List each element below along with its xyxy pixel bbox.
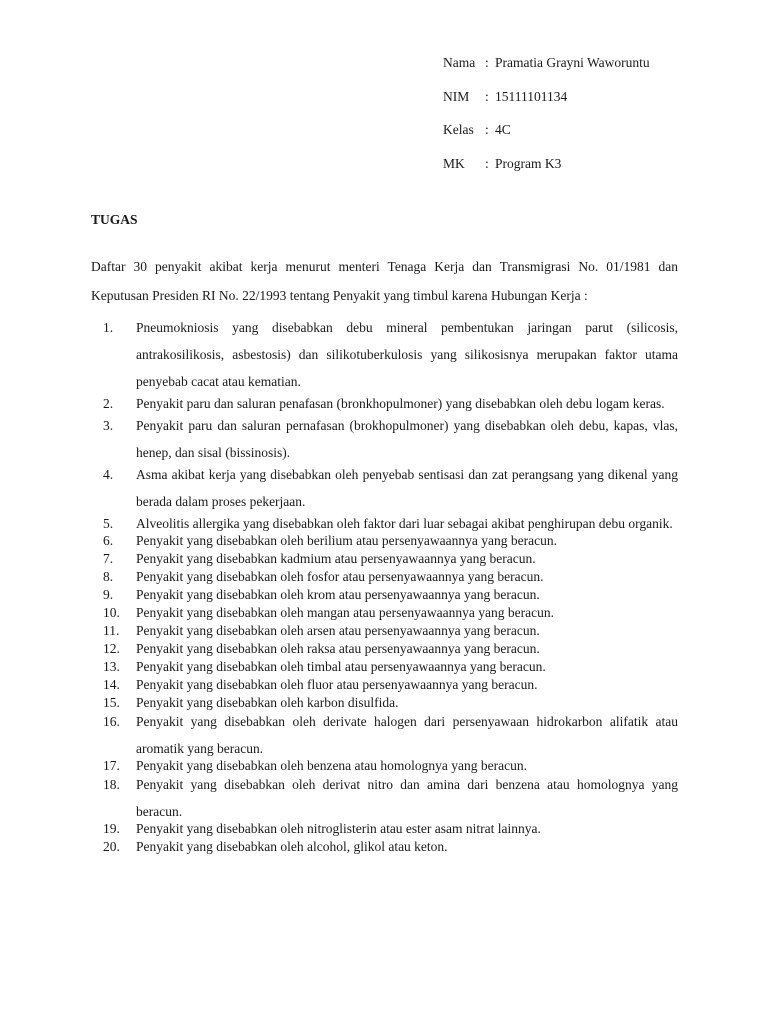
info-colon: :	[485, 88, 489, 104]
student-info-block	[443, 55, 650, 189]
list-item-text: Penyakit yang disebabkan oleh fluor atau persenyawaannya yang beracun.	[136, 677, 538, 692]
info-label: Kelas	[443, 122, 474, 137]
info-row-mk	[443, 156, 650, 190]
list-item	[91, 586, 678, 604]
list-item-number: 16.	[103, 714, 120, 729]
list-item-number: 20.	[103, 839, 120, 854]
list-item-number: 2.	[103, 396, 114, 411]
list-item-number: 11.	[103, 623, 120, 638]
list-item-text: Penyakit yang disebabkan oleh nitroglisterin atau ester asam nitrat lainnya.	[136, 821, 541, 836]
info-value: 15111101134	[495, 88, 568, 104]
info-value: Pramatia Grayni Waworuntu	[495, 55, 650, 70]
list-item-text: Penyakit yang disebabkan kadmium atau persenyawaannya yang beracun.	[136, 551, 536, 566]
list-item-text: Penyakit yang disebabkan oleh derivat nitro dan amina dari benzena atau homolognya yang beracun.	[136, 777, 678, 819]
list-item-text: Penyakit yang disebabkan oleh alcohol, glikol atau keton.	[136, 839, 448, 854]
info-value: 4C	[495, 122, 511, 137]
list-item-text: Penyakit yang disebabkan oleh fosfor atau persenyawaannya yang beracun.	[136, 569, 544, 584]
info-value: Program K3	[495, 155, 562, 171]
document-title: TUGAS	[91, 212, 138, 227]
list-item-text: Penyakit yang disebabkan oleh krom atau persenyawaannya yang beracun.	[136, 587, 540, 602]
list-item-text: Penyakit yang disebabkan oleh arsen atau persenyawaannya yang beracun.	[136, 623, 540, 638]
list-item-number: 15.	[103, 695, 120, 710]
list-item-number: 13.	[103, 659, 120, 674]
list-item-number: 18.	[103, 777, 120, 792]
list-item	[91, 640, 678, 658]
list-item-text: Pneumokniosis yang disebabkan debu mineral pembentukan jaringan parut (silicosis, antrakosilikosis, asbestosis) dan silikotuberkulosis yang silikosisnya merupakan faktor utama penyebab cacat atau kematian.	[136, 320, 678, 389]
list-item-number: 10.	[103, 605, 120, 620]
list-item-text: Penyakit yang disebabkan oleh timbal atau persenyawaannya yang beracun.	[136, 659, 546, 674]
list-item	[91, 314, 678, 395]
list-item	[91, 820, 678, 838]
list-item	[91, 604, 678, 622]
info-label: NIM	[443, 88, 470, 104]
list-item-text: Penyakit yang disebabkan oleh benzena atau homolognya yang beracun.	[136, 758, 527, 773]
info-colon: :	[485, 55, 489, 70]
list-item	[91, 568, 678, 586]
list-item-number: 7.	[103, 551, 114, 566]
disease-list	[91, 318, 678, 856]
list-item	[91, 461, 678, 515]
list-item-number: 1.	[103, 320, 114, 335]
list-item-text: Penyakit paru dan saluran pernafasan (brokhopulmoner) yang disebabkan oleh debu, kapas, vlas, henep, dan sisal (bissinosis).	[136, 418, 678, 460]
list-item	[91, 532, 678, 550]
list-item-number: 4.	[103, 467, 114, 482]
list-item-text: Asma akibat kerja yang disebabkan oleh penyebab sentisasi dan zat perangsang yang dikenal yang berada dalam proses pekerjaan.	[136, 467, 678, 509]
list-item	[91, 658, 678, 676]
intro-paragraph: Daftar 30 penyakit akibat kerja menurut menteri Tenaga Kerja dan Transmigrasi No. 01/1981 dan Keputusan Presiden RI No. 22/1993 tentang Penyakit yang timbul karena Hubungan Kerja :	[91, 259, 678, 303]
list-item-number: 6.	[103, 533, 114, 548]
list-item	[91, 550, 678, 568]
list-item-number: 14.	[103, 677, 120, 692]
info-colon: :	[485, 155, 489, 171]
list-item-text: Alveolitis allergika yang disebabkan oleh faktor dari luar sebagai akibat penghirupan debu organik.	[136, 516, 673, 531]
list-item-text: Penyakit yang disebabkan oleh karbon disulfida.	[136, 695, 399, 710]
list-item	[91, 708, 678, 762]
list-item-number: 3.	[103, 418, 114, 433]
list-item-text: Penyakit yang disebabkan oleh raksa atau persenyawaannya yang beracun.	[136, 641, 540, 656]
list-item	[91, 771, 678, 825]
list-item-number: 12.	[103, 641, 120, 656]
info-row-kelas	[443, 122, 650, 156]
info-label: Nama	[443, 55, 476, 70]
list-item-number: 17.	[103, 758, 120, 773]
info-row-nama	[443, 55, 650, 89]
list-item-text: Penyakit yang disebabkan oleh mangan atau persenyawaannya yang beracun.	[136, 605, 554, 620]
list-item	[91, 412, 678, 466]
list-item-number: 19.	[103, 821, 120, 836]
list-item-text: Penyakit yang disebabkan oleh derivate halogen dari persenyawaan hidrokarbon alifatik atau aromatik yang beracun.	[136, 714, 678, 756]
info-label: MK	[443, 155, 465, 171]
list-item	[91, 838, 678, 856]
info-row-nim	[443, 89, 650, 123]
list-item-text: Penyakit paru dan saluran penafasan (bronkhopulmoner) yang disebabkan oleh debu logam keras.	[136, 396, 665, 411]
list-item-number: 9.	[103, 587, 114, 602]
list-item-number: 8.	[103, 569, 114, 584]
info-colon: :	[485, 122, 489, 137]
list-item	[91, 676, 678, 694]
list-item-number: 5.	[103, 516, 114, 531]
list-item	[91, 622, 678, 640]
list-item-text: Penyakit yang disebabkan oleh berilium atau persenyawaannya yang beracun.	[136, 533, 557, 548]
